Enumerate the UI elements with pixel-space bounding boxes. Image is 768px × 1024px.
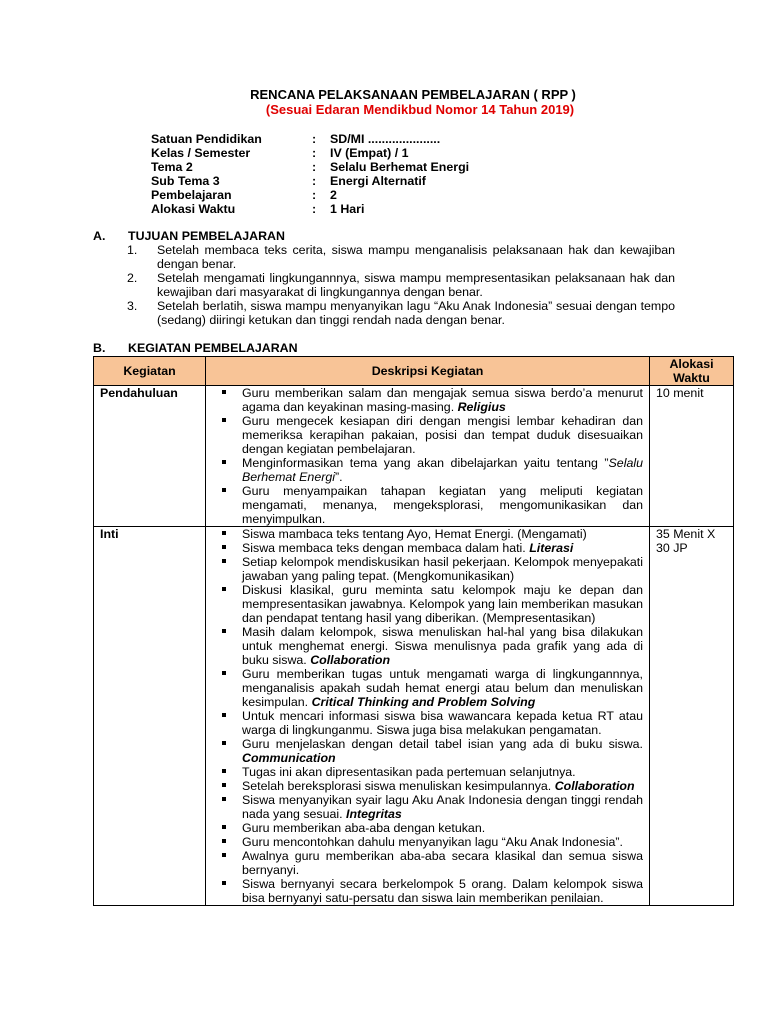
activity-text: Tugas ini akan dipresentasikan pada pertemuan selanjutnya. <box>242 765 576 779</box>
document-title: RENCANA PELAKSANAAN PEMBELAJARAN ( RPP ) <box>250 87 576 102</box>
identity-label: Tema 2 <box>151 160 193 174</box>
activity-item <box>210 456 643 484</box>
activity-item <box>210 541 643 555</box>
pendahuluan-bullet-list <box>210 386 643 526</box>
activity-item <box>210 625 643 667</box>
section-a-title: TUJUAN PEMBELAJARAN <box>128 229 285 243</box>
activity-item <box>210 555 643 583</box>
activity-text: Guru mencontohkan dahulu menyanyikan lagu “Aku Anak Indonesia”. <box>242 835 623 849</box>
activity-item <box>210 527 643 541</box>
section-a-letter: A. <box>93 229 106 243</box>
activity-text: Masih dalam kelompok, siswa menuliskan hal-hal yang bisa dilakukan untuk menghemat energi. Siswa menulisnya pada grafik yang ada di buku siswa. <box>242 625 643 667</box>
identity-colon: : <box>312 174 317 188</box>
activity-text: Diskusi klasikal, guru meminta satu kelompok maju ke depan dan mempresentasikan jawabnya. Kelompok yang lain memberikan masukan dan pendapat tentang hasil yang diberikan. (Mempresentasikan) <box>242 583 643 625</box>
activity-text: Guru memberikan aba-aba dengan ketukan. <box>242 821 486 835</box>
activity-item <box>210 386 643 414</box>
activity-item <box>210 765 643 779</box>
identity-colon: : <box>312 160 317 174</box>
activity-item <box>210 414 643 456</box>
activity-text: Guru menyampaikan tahapan kegiatan yang meliputi kegiatan mengamati, menanya, mengeksplorasi, mengomunikasikan dan menyimpulkan. <box>242 484 643 526</box>
identity-row <box>151 174 469 188</box>
section-a-heading <box>93 229 285 243</box>
activity-item <box>210 779 643 793</box>
activity-item <box>210 877 643 905</box>
identity-row <box>151 188 469 202</box>
identity-label: Sub Tema 3 <box>151 174 220 188</box>
activity-text: Siswa mambaca teks tentang Ayo, Hemat Energi. (Mengamati) <box>242 527 587 541</box>
activity-item <box>210 667 643 709</box>
activity-text: Guru menjelaskan dengan detail tabel isian yang ada di buku siswa. <box>242 737 643 751</box>
objective-text: Setelah mengamati lingkungannnya, siswa mampu mempresentasikan pelaksanaan hak dan kewajiban dari masyarakat di lingkungannya dengan benar. <box>157 271 675 299</box>
objective-number: 2. <box>127 271 138 285</box>
character-tag: Religius <box>457 400 506 414</box>
activity-text: Guru mengecek kesiapan diri dengan mengisi lembar kehadiran dan memeriksa kerapihan pakaian, posisi dan tempat duduk disesuaikan dengan kegiatan pembelajaran. <box>242 414 643 456</box>
identity-value: IV (Empat) / 1 <box>330 146 409 160</box>
activity-text: Setiap kelompok mendiskusikan hasil pekerjaan. Kelompok menyepakati jawaban yang paling tepat. (Mengkomunikasikan) <box>242 555 643 583</box>
identity-value: Selalu Berhemat Energi <box>330 160 470 174</box>
row-label-pendahuluan: Pendahuluan <box>94 386 206 527</box>
identity-block <box>151 132 469 216</box>
activity-text: Guru memberikan tugas untuk mengamati warga di lingkungannnya, menganalisis apakah sudah hemat energi atau belum dan menuliskan kesimpulan. <box>242 667 643 709</box>
activity-item <box>210 737 643 765</box>
inti-description <box>206 527 650 906</box>
header-kegiatan: Kegiatan <box>94 357 206 386</box>
identity-row <box>151 160 469 174</box>
activities-table <box>93 356 734 906</box>
activity-text: Siswa membaca teks dengan membaca dalam hati. <box>242 541 526 555</box>
identity-label: Pembelajaran <box>151 188 232 202</box>
identity-row <box>151 202 469 216</box>
character-tag: Communication <box>242 751 336 765</box>
activity-text: Guru memberikan salam dan mengajak semua siswa berdo’a menurut agama dan keyakinan masing-masing. <box>242 386 643 414</box>
character-tag: Critical Thinking and Problem Solving <box>311 695 536 709</box>
identity-value: Energi Alternatif <box>330 174 426 188</box>
row-label-inti: Inti <box>94 527 206 906</box>
activity-text: Siswa bernyanyi secara berkelompok 5 orang. Dalam kelompok siswa bisa bernyanyi satu-persatu dan siswa lain memberikan penilaian. <box>242 877 643 905</box>
activity-item <box>210 583 643 625</box>
identity-value: 2 <box>330 188 337 202</box>
character-tag: Collaboration <box>310 653 391 667</box>
header-deskripsi: Deskripsi Kegiatan <box>206 357 650 386</box>
objective-item <box>127 299 675 327</box>
objective-number: 1. <box>127 243 138 257</box>
objective-number: 3. <box>127 299 138 313</box>
table-header-row <box>94 357 734 386</box>
activity-item <box>210 793 643 821</box>
activity-theme: Selalu Berhemat Energi <box>242 456 643 484</box>
section-b-letter: B. <box>93 341 106 355</box>
identity-value: 1 Hari <box>330 202 365 216</box>
activity-text: Setelah bereksplorasi siswa menuliskan kesimpulannya. <box>242 779 552 793</box>
activity-item <box>210 484 643 526</box>
table-row-inti <box>94 527 734 906</box>
section-b-heading <box>93 341 298 355</box>
inti-bullet-list <box>210 527 643 905</box>
identity-colon: : <box>312 188 317 202</box>
character-tag: Literasi <box>529 541 574 555</box>
document-subtitle <box>93 103 733 117</box>
activity-text: Awalnya guru memberikan aba-aba secara klasikal dan semua siswa bernyanyi. <box>242 849 643 877</box>
activity-item <box>210 849 643 877</box>
identity-label: Satuan Pendidikan <box>151 132 262 146</box>
character-tag: Collaboration <box>554 779 635 793</box>
inti-time: 35 Menit X 30 JP <box>650 527 734 906</box>
header-alokasi: Alokasi Waktu <box>650 357 734 386</box>
objective-item <box>127 243 675 271</box>
activity-item <box>210 709 643 737</box>
identity-row <box>151 146 469 160</box>
activity-text: Untuk mencari informasi siswa bisa wawancara kepada ketua RT atau warga di lingkunganmu. Siswa juga bisa melakukan pengamatan. <box>242 709 643 737</box>
objective-text: Setelah berlatih, siswa mampu menyanyikan lagu “Aku Anak Indonesia” sesuai dengan tempo (sedang) diiringi ketukan dan tinggi rendah nada dengan benar. <box>157 299 675 327</box>
identity-colon: : <box>312 146 317 160</box>
document-subtitle-text: (Sesuai Edaran Mendikbud Nomor 14 Tahun 2019) <box>265 102 575 117</box>
objectives-list <box>127 243 675 327</box>
activity-item <box>210 835 643 849</box>
activity-text: Siswa menyanyikan syair lagu Aku Anak Indonesia dengan tinggi rendah nada yang sesuai. <box>242 793 643 821</box>
identity-colon: : <box>312 132 317 146</box>
identity-row <box>151 132 469 146</box>
identity-label: Alokasi Waktu <box>151 202 236 216</box>
objective-item <box>127 271 675 299</box>
activity-text: Menginformasikan tema yang akan dibelajarkan yaitu tentang ” <box>242 456 609 470</box>
identity-label: Kelas / Semester <box>151 146 251 160</box>
identity-value: SD/MI ..................... <box>330 132 441 146</box>
table-row-pendahuluan <box>94 386 734 527</box>
activity-item <box>210 821 643 835</box>
identity-colon: : <box>312 202 317 216</box>
pendahuluan-description <box>206 386 650 527</box>
objective-text: Setelah membaca teks cerita, siswa mampu menganalisis pelaksanaan hak dan kewajiban dengan benar. <box>157 243 675 271</box>
pendahuluan-time: 10 menit <box>650 386 734 527</box>
character-tag: Integritas <box>346 807 402 821</box>
section-b-title: KEGIATAN PEMBELAJARAN <box>128 341 298 355</box>
activity-text-end: ”. <box>334 470 343 484</box>
